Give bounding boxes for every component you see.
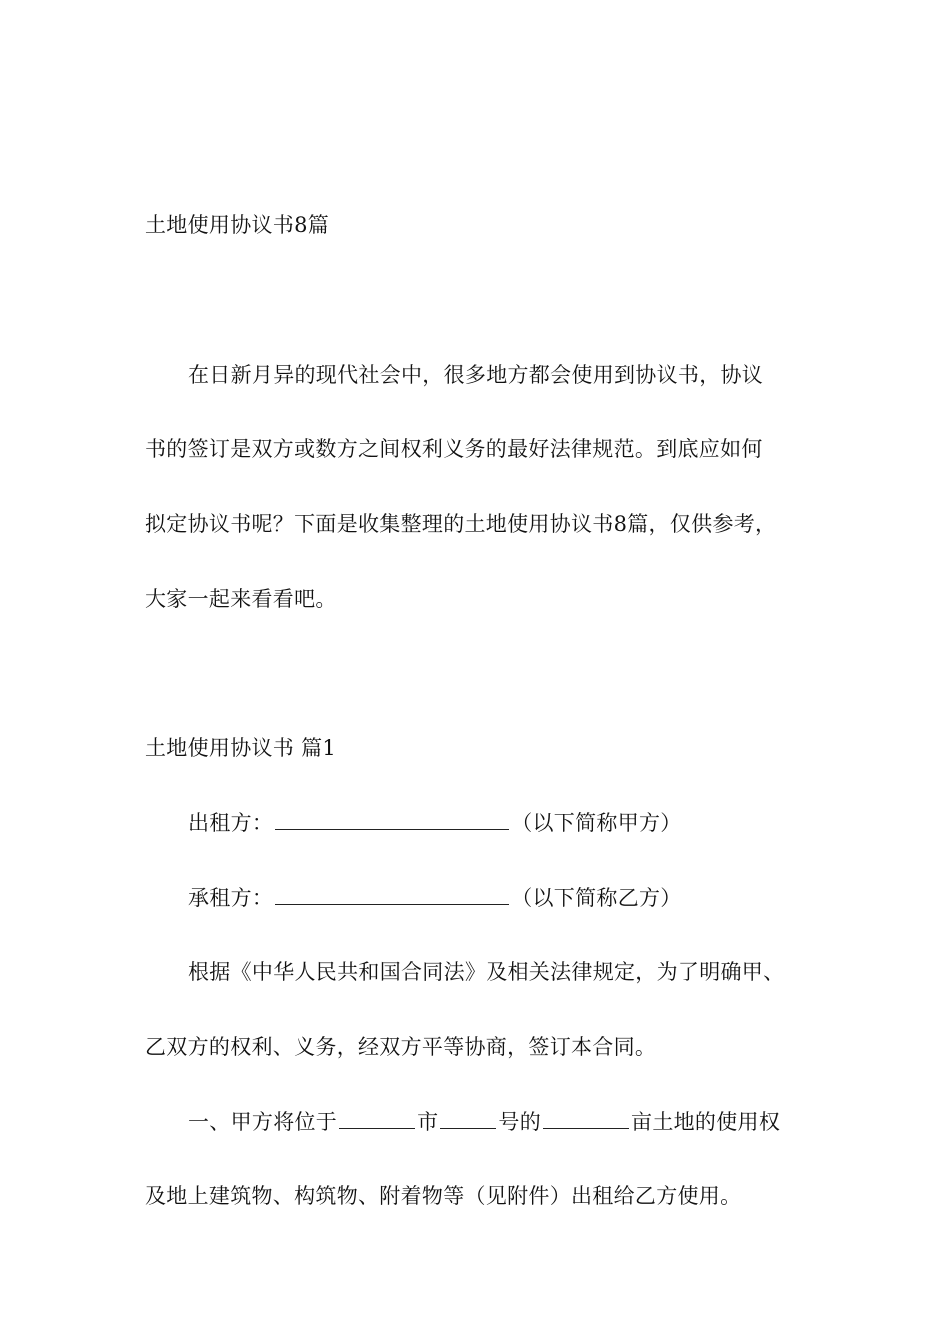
city-blank xyxy=(339,1110,415,1129)
number-blank xyxy=(440,1110,496,1129)
clause1-prefix: 一、甲方将位于 xyxy=(188,1110,338,1134)
intro-line-3: 拟定协议书呢？下面是收集整理的土地使用协议书8篇，仅供参考， xyxy=(145,512,777,536)
intro-line-2: 书的签订是双方或数方之间权利义务的最好法律规范。到底应如何 xyxy=(145,437,763,461)
lessee-blank xyxy=(275,886,509,905)
basis-line-1: 根据《中华人民共和国合同法》及相关法律规定，为了明确甲、 xyxy=(188,960,785,984)
clause1-city: 市 xyxy=(417,1110,439,1134)
document-title: 土地使用协议书8篇 xyxy=(145,213,330,237)
lessee-suffix: （以下简称乙方） xyxy=(511,886,682,910)
clause1-area: 亩土地的使用权 xyxy=(631,1110,781,1134)
lessor-label: 出租方： xyxy=(188,811,274,835)
lessor-suffix: （以下简称甲方） xyxy=(511,811,682,835)
area-blank xyxy=(543,1110,629,1129)
clause1-line-2: 及地上建筑物、构筑物、附着物等（见附件）出租给乙方使用。 xyxy=(145,1184,742,1208)
intro-line-1: 在日新月异的现代社会中，很多地方都会使用到协议书，协议 xyxy=(188,363,764,387)
lessee-line xyxy=(188,883,682,913)
intro-line-4: 大家一起来看看吧。 xyxy=(145,587,337,611)
clause1-line-1 xyxy=(188,1107,780,1137)
lessor-line xyxy=(188,808,682,838)
lessor-blank xyxy=(275,811,509,830)
basis-line-2: 乙双方的权利、义务，经双方平等协商，签订本合同。 xyxy=(145,1035,657,1059)
lessee-label: 承租方： xyxy=(188,886,274,910)
section-title: 土地使用协议书 篇1 xyxy=(145,736,337,760)
clause1-number: 号的 xyxy=(498,1110,542,1134)
